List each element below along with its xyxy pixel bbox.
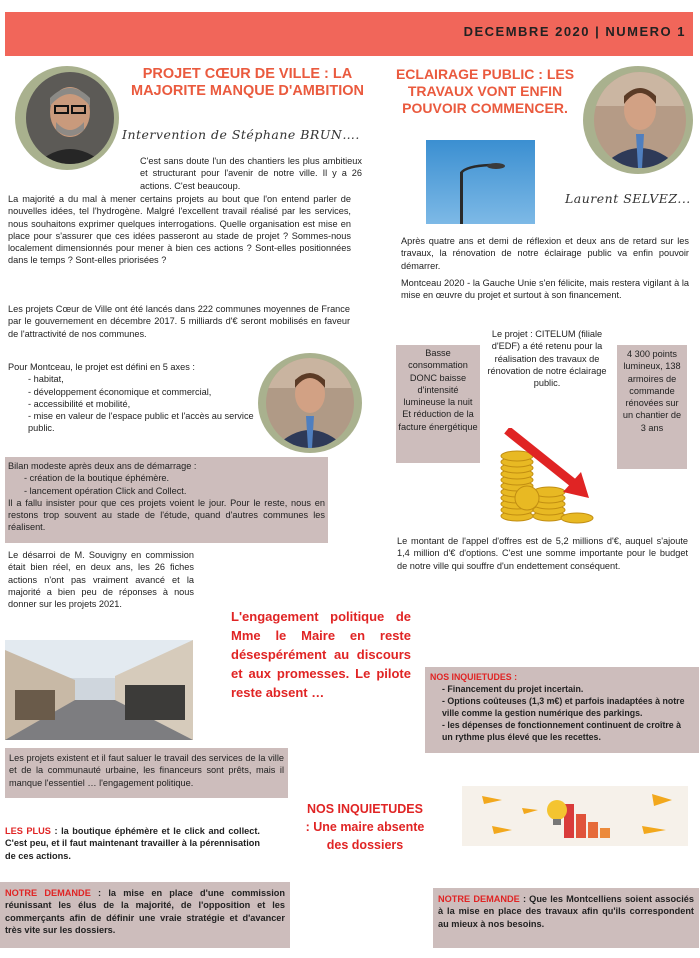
notre-demande-left-text: : la mise en place d'une commission réunissant les élus de la majorité, de l'opposition et les commerçants afin de définir une vraie stratégie et d'avancer très vite sur les dossiers. <box>5 888 285 935</box>
inquietudes-label: NOS INQUIETUDES : <box>430 672 517 682</box>
les-plus-text: : la boutique éphémère et le click and collect. C'est peu, et il faut maintenant travailler à la pérennisation de ces actions. <box>5 826 260 861</box>
notre-demande-right-label: NOTRE DEMANDE <box>438 894 520 904</box>
portrait-laurent-small <box>266 358 354 448</box>
inquietude-item: - les dépenses de fonctionnement continuent de croître à un rythme plus élevé que les recettes. <box>442 720 682 742</box>
les-plus-label: LES PLUS <box>5 826 51 836</box>
bilan-box <box>5 457 328 543</box>
axe-item: - accessibilité et mobilité, <box>28 398 131 409</box>
notre-demande-right-text: : Que les Montcelliens soient associés à la mise en place des travaux afin qu'ils correspondent au mieux à nos besoins. <box>438 894 694 929</box>
right-paragraph-2: Montceau 2020 - la Gauche Unie s'en félicite, mais restera vigilant à la mise en œuvre du projet et surtout à son financement. <box>401 278 689 301</box>
portrait-stephane <box>26 72 114 164</box>
basse-consommation-box <box>396 345 480 463</box>
bilan-item: - création de la boutique éphémère. <box>24 473 170 484</box>
left-paragraph-2: Les projets Cœur de Ville ont été lancés dans 222 communes moyennes de France par le gouvernement en décembre 2017. 5 milliards d'€ seront mobilisés en faveur de l'attractivité de nos communes. <box>8 304 350 339</box>
left-paragraph-1: La majorité a du mal à mener certains projets au bout que l'on entend parler de nouvelles idées, tel l'hydrogène. Malgré l'excellent travail réalisé par les services, nous souhaitons exprimer quelques interrogations. Quelle organisation est mise en place pour s'assurer que ces idées passeront au stade de projet ? Sommes-nous localement dimensionnés pour mener à bien ces actions ? Sont-elles positionnées dans le temps ? Sont-elles priorisées ? <box>8 194 351 266</box>
bilan-text: Il a fallu insister pour que ces projets voient le jour. Pour le reste, nous en restons trop souvent au stade de l'étude, quand d'autres communes les réalisent. <box>8 497 325 533</box>
axes-intro: Pour Montceau, le projet est défini en 5 axes : <box>8 362 195 372</box>
issue-label: DECEMBRE 2020 | NUMERO 1 <box>463 24 686 39</box>
coins-decline-graphic <box>497 428 607 526</box>
left-article-title: PROJET CŒUR DE VILLE : LA MAJORITE MANQUE D'AMBITION <box>130 66 365 99</box>
notre-demande-right-box <box>433 888 699 948</box>
bilan-item: - lancement opération Click and Collect. <box>24 485 187 496</box>
bilan-title: Bilan modeste après deux ans de démarrage : <box>8 461 197 471</box>
projets-box <box>5 748 288 798</box>
inquietudes-box <box>425 667 699 753</box>
axe-item: - habitat, <box>28 374 64 385</box>
right-byline: Laurent SELVEZ... <box>565 191 691 206</box>
basse-consommation-text: Basse consommation DONC baisse d'intensité lumineuse la nuit Et réduction de la facture énergétique <box>398 348 478 432</box>
streetlight-photo <box>426 140 535 224</box>
right-article-title: ECLAIRAGE PUBLIC : LES TRAVAUX VONT ENFIN POUVOIR COMMENCER. <box>395 66 575 116</box>
right-paragraph-1: Après quatre ans et demi de réflexion et deux ans de retard sur les travaux, la rénovation de notre éclairage public va enfin pouvoir démarrer. <box>401 236 689 271</box>
notre-demande-left-box <box>0 882 290 948</box>
desarroi-text: Le désarroi de M. Souvigny en commission était bien réel, en deux ans, les 26 fiches actions n'ont pas vraiment avancé et la majorité a bien peu de réponses à nous donner sur les projets 2021. <box>8 550 194 610</box>
left-byline: Intervention de Stéphane BRUN…. <box>122 127 360 142</box>
portrait-laurent <box>594 72 686 168</box>
les-plus <box>5 825 260 862</box>
projets-text: Les projets existent et il faut saluer le travail des services de la ville et de la communauté urbaine, les financeurs sont prêts, mais il manque l'essentiel … l'engagement politique. <box>9 753 284 788</box>
axe-item: - mise en valeur de l'espace public et l'accès au service public. <box>28 411 254 434</box>
inquietude-item: - Financement du projet incertain. <box>442 684 584 694</box>
bulb-chart-graphic <box>462 786 688 846</box>
left-intro: C'est sans doute l'un des chantiers les plus ambitieux et structurant pour l'avenir de notre ville. Il y a 26 actions. C'est beaucoup. <box>140 156 362 191</box>
political-quote: L'engagement politique de Mme le Maire en reste désespérément au discours et aux promesses. Le pilote reste absent … <box>231 609 411 700</box>
points-lumineux-box <box>617 345 687 469</box>
inquietude-item: - Options coûteuses (1,3 m€) et parfois inadaptées à notre ville comme la gestion numérique des parkings. <box>442 696 685 718</box>
notre-demande-left-label: NOTRE DEMANDE <box>5 888 91 898</box>
points-lumineux-text: 4 300 points lumineux, 138 armoires de commande rénovées sur un chantier de 3 ans <box>622 349 682 433</box>
inquietudes-maire: NOS INQUIETUDES : Une maire absente des dossiers <box>305 802 425 852</box>
axes-block <box>8 361 258 435</box>
montant-text: Le montant de l'appel d'offres est de 5,2 millions d'€, auquel s'ajoute 1,4 million d'€ d'options. C'est une somme importante pour le budget de notre ville qui souffre d'un endettement conséquent. <box>397 536 688 571</box>
axe-item: - développement économique et commercial, <box>28 386 212 397</box>
projet-citelum: Le projet : CITELUM (filiale d'EDF) a été retenu pour la réalisation des travaux de rénovation de notre éclairage public. <box>487 329 607 389</box>
street-photo <box>5 640 193 740</box>
